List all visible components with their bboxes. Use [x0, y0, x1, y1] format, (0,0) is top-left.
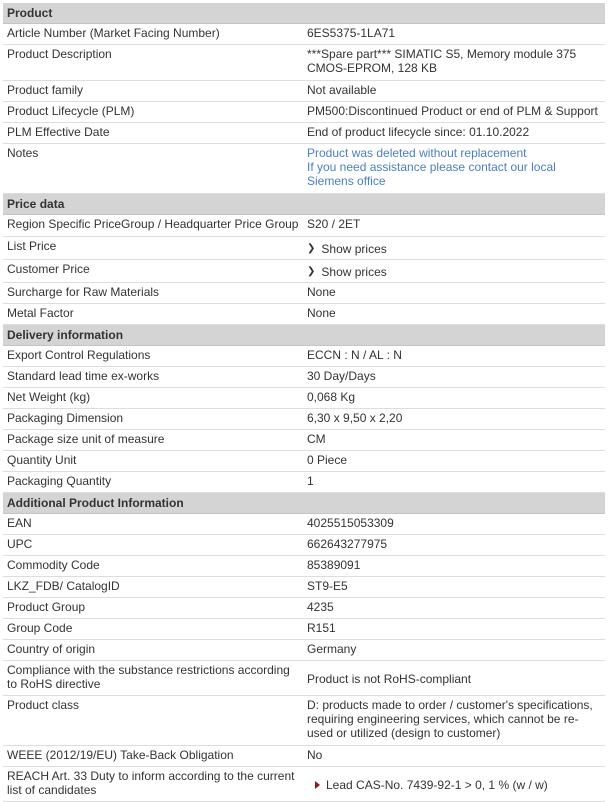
upc-value: 662643277975 — [307, 537, 388, 551]
row-label: WEEE (2012/19/EU) Take-Back Obligation — [7, 748, 234, 762]
table-row — [3, 619, 605, 640]
table-row — [3, 535, 605, 556]
class-line: used or utilized (design to customer) — [307, 726, 501, 740]
plm-date-value: End of product lifecycle since: 01.10.2022 — [307, 125, 530, 139]
row-label: Notes — [7, 146, 39, 160]
table-row — [3, 661, 605, 696]
section-header-product: Product — [3, 3, 605, 24]
show-prices-link[interactable]: Show prices — [321, 241, 387, 256]
section-header-delivery: Delivery information — [3, 325, 605, 346]
table-row — [3, 767, 605, 802]
table-row — [3, 409, 605, 430]
table-row — [3, 24, 605, 45]
label-line: to RoHS directive — [7, 677, 101, 691]
table-row — [3, 45, 605, 81]
notes-line[interactable]: Siemens office — [307, 174, 386, 188]
row-label: Commodity Code — [7, 558, 100, 572]
list-price-show-prices[interactable] — [303, 237, 605, 259]
packaging-dimension-value: 6,30 x 9,50 x 2,20 — [307, 411, 403, 425]
row-label: Article Number (Market Facing Number) — [7, 26, 220, 40]
package-unit-value: CM — [307, 432, 326, 446]
row-label: Region Specific PriceGroup / Headquarter Price Group — [7, 217, 299, 231]
table-row — [3, 388, 605, 409]
commodity-code-value: 85389091 — [307, 558, 361, 572]
product-group-value: 4235 — [307, 600, 334, 614]
description-line: ***Spare part*** SIMATIC S5, Memory module 375 — [307, 47, 577, 61]
table-row — [3, 577, 605, 598]
product-description-value — [303, 45, 605, 80]
table-row — [3, 451, 605, 472]
table-row — [3, 102, 605, 123]
section-header-additional: Additional Product Information — [3, 493, 605, 514]
table-row — [3, 237, 605, 260]
row-label: UPC — [7, 537, 33, 551]
article-number-value: 6ES5375-1LA71 — [307, 26, 396, 40]
row-label: Metal Factor — [7, 306, 74, 320]
catalog-id-value: ST9-E5 — [307, 579, 348, 593]
section-header-price: Price data — [3, 194, 605, 215]
row-label: Product Group — [7, 600, 86, 614]
row-label: Product Lifecycle (PLM) — [7, 104, 135, 118]
row-label: Packaging Quantity — [7, 474, 112, 488]
notes-line[interactable]: If you need assistance please contact our local — [307, 160, 556, 174]
weee-value: No — [307, 748, 323, 762]
label-line: Compliance with the substance restrictions according — [7, 663, 290, 677]
export-control-value: ECCN : N / AL : N — [307, 348, 402, 362]
row-label: Export Control Regulations — [7, 348, 151, 362]
table-row — [3, 304, 605, 325]
row-label: List Price — [7, 239, 57, 253]
table-row — [3, 556, 605, 577]
table-row — [3, 123, 605, 144]
class-line: requiring engineering services, which cannot be re- — [307, 712, 579, 726]
row-label: Group Code — [7, 621, 73, 635]
caret-right-icon — [315, 781, 320, 789]
label-line: REACH Art. 33 Duty to inform according to the current — [7, 769, 295, 783]
label-line: list of candidates — [7, 783, 97, 797]
show-prices-link[interactable]: Show prices — [321, 264, 387, 279]
reach-link[interactable]: Lead CAS-No. 7439-92-1 > 0, 1 % (w / w) — [326, 777, 548, 792]
price-group-value: S20 / 2ET — [307, 217, 361, 231]
quantity-unit-value: 0 Piece — [307, 453, 348, 467]
table-row — [3, 260, 605, 283]
class-line: D: products made to order / customer's specifications, — [307, 698, 593, 712]
surcharge-value: None — [307, 285, 336, 299]
table-row — [3, 367, 605, 388]
table-row — [3, 81, 605, 102]
row-label: LKZ_FDB/ CatalogID — [7, 579, 120, 593]
lead-time-value: 30 Day/Days — [307, 369, 376, 383]
row-label: Surcharge for Raw Materials — [7, 285, 160, 299]
table-row — [3, 144, 605, 194]
table-row — [3, 514, 605, 535]
table-row — [3, 746, 605, 767]
table-row — [3, 696, 605, 746]
table-row — [3, 640, 605, 661]
table-row — [3, 283, 605, 304]
product-lifecycle-value: PM500:Discontinued Product or end of PLM & Support — [307, 104, 598, 118]
product-class-value — [303, 696, 605, 745]
net-weight-value: 0,068 Kg — [307, 390, 356, 404]
table-row — [3, 598, 605, 619]
ean-value: 4025515053309 — [307, 516, 394, 530]
table-row — [3, 346, 605, 367]
notes-line[interactable]: Product was deleted without replacement — [307, 146, 527, 160]
notes-link[interactable] — [303, 144, 605, 193]
row-label: Quantity Unit — [7, 453, 77, 467]
row-label: Net Weight (kg) — [7, 390, 91, 404]
row-label: Product Description — [7, 47, 112, 61]
rohs-value: Product is not RoHS-compliant — [307, 671, 472, 686]
group-code-value: R151 — [307, 621, 336, 635]
table-row — [3, 472, 605, 493]
row-label: EAN — [7, 516, 32, 530]
packaging-quantity-value: 1 — [307, 474, 314, 488]
product-data-sheet — [3, 3, 605, 802]
row-label: Product class — [7, 698, 80, 712]
country-of-origin-value: Germany — [307, 642, 357, 656]
row-label: Customer Price — [7, 262, 90, 276]
customer-price-show-prices[interactable] — [303, 260, 605, 282]
table-row — [3, 215, 605, 237]
product-family-value: Not available — [307, 83, 377, 97]
row-label: Country of origin — [7, 642, 96, 656]
chevron-right-icon: ❯ — [307, 265, 316, 277]
row-label: Package size unit of measure — [7, 432, 165, 446]
metal-factor-value: None — [307, 306, 336, 320]
description-line: CMOS-EPROM, 128 KB — [307, 61, 438, 75]
row-label — [3, 661, 303, 695]
row-label: PLM Effective Date — [7, 125, 110, 139]
table-row — [3, 430, 605, 451]
row-label: Product family — [7, 83, 84, 97]
row-label: Packaging Dimension — [7, 411, 124, 425]
row-label: Standard lead time ex-works — [7, 369, 160, 383]
chevron-right-icon: ❯ — [307, 242, 316, 254]
